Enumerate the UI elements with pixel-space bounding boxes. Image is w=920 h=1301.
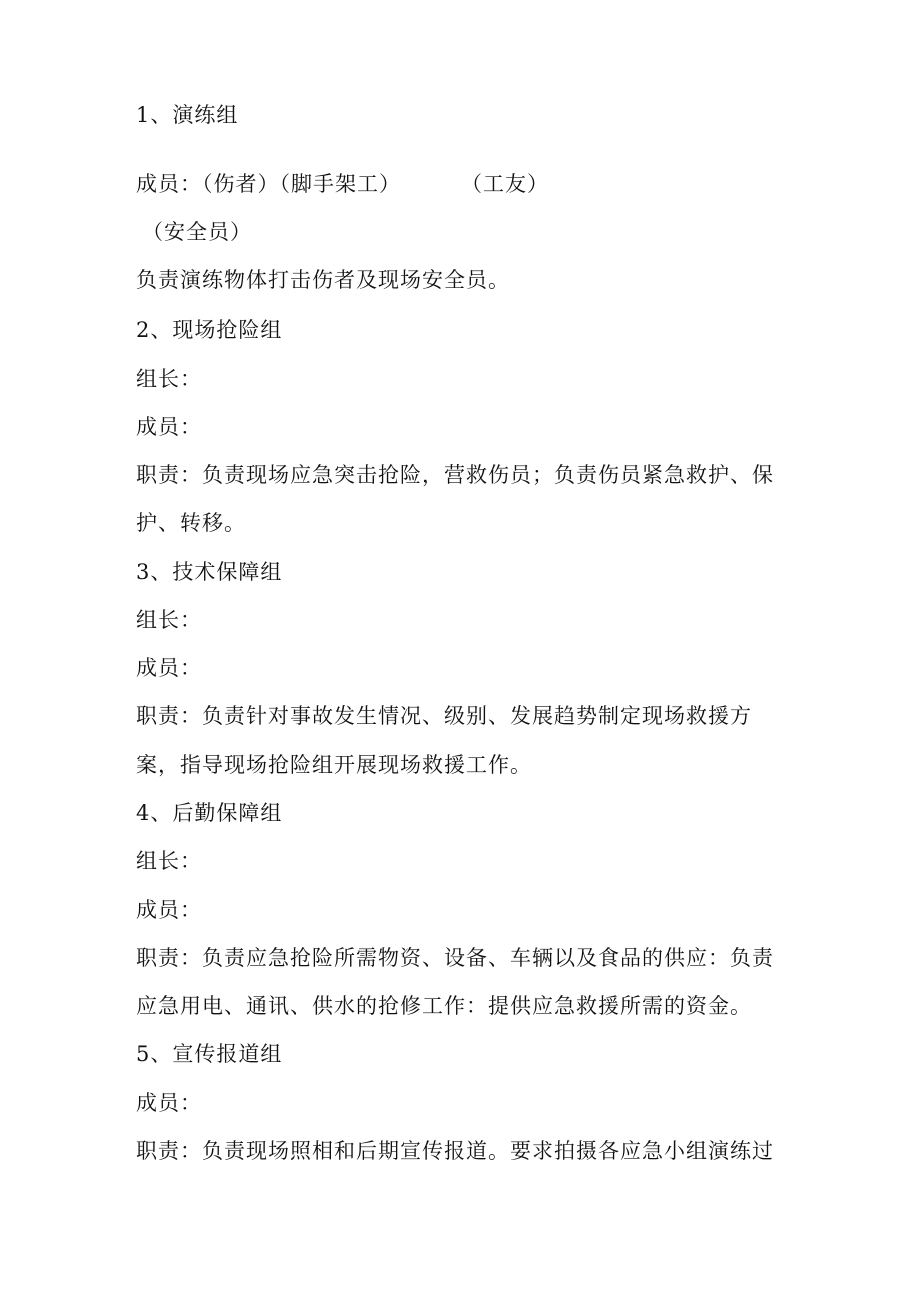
section-2-members: 成员：	[136, 415, 202, 439]
section-2-heading: 2、现场抢险组	[136, 318, 283, 342]
section-4-leader: 组长：	[136, 849, 202, 873]
section-2-duty-line-1: 职责：负责现场应急突击抢险，营救伤员；负责伤员紧急救护、保	[136, 463, 774, 487]
section-1-members-text: 成员：（伤者）（脚手架工）	[136, 172, 401, 196]
section-5-heading: 5、宣传报道组	[136, 1042, 283, 1066]
section-3-duty-line-2: 案，指导现场抢险组开展现场救援工作。	[136, 753, 532, 777]
section-5-duty-line-1: 职责：负责现场照相和后期宣传报道。要求拍摄各应急小组演练过	[136, 1139, 774, 1163]
section-1-members-continued: （安全员）	[142, 220, 252, 244]
section-1-members-line	[136, 170, 549, 198]
section-4-heading: 4、后勤保障组	[136, 801, 283, 825]
section-1-members-extra: （工友）	[461, 172, 549, 196]
section-3-leader: 组长：	[136, 608, 202, 632]
section-4-members: 成员：	[136, 898, 202, 922]
section-2-leader: 组长：	[136, 367, 202, 391]
section-5-members: 成员：	[136, 1091, 202, 1115]
section-3-duty-line-1: 职责：负责针对事故发生情况、级别、发展趋势制定现场救援方	[136, 704, 752, 728]
section-4-duty-line-1: 职责：负责应急抢险所需物资、设备、车辆以及食品的供应：负责	[136, 946, 774, 970]
section-2-duty-line-2: 护、转移。	[136, 511, 246, 535]
section-1-duty: 负责演练物体打击伤者及现场安全员。	[136, 268, 510, 292]
section-4-duty-line-2: 应急用电、通讯、供水的抢修工作：提供应急救援所需的资金。	[136, 994, 752, 1018]
section-3-members: 成员：	[136, 656, 202, 680]
section-1-heading: 1、演练组	[136, 103, 239, 127]
section-3-heading: 3、技术保障组	[136, 560, 283, 584]
